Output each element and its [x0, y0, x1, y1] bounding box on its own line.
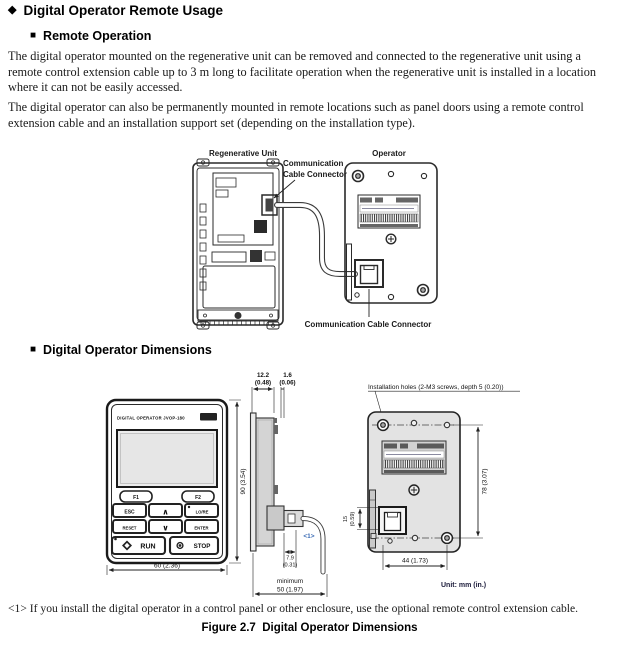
section-dimensions-row	[30, 343, 212, 357]
rear-hole-top-mid	[411, 420, 416, 425]
square-bullet-icon: ■	[30, 344, 37, 355]
enter-key-label: ENTER	[194, 525, 209, 531]
figure-caption: Figure 2.7 Digital Operator Dimensions	[201, 622, 418, 634]
paragraph-1-line: The digital operator mounted on the regenerative unit can be removed and connected to the regenerative unit using a	[8, 49, 581, 63]
paragraph-1-line: remote control extension cable up to 3 m long to facilitate operation when the regenerative unit is installed in a location	[8, 64, 597, 79]
side-depth-dim: 12.2	[256, 372, 270, 379]
up-key-label: ∧	[162, 507, 169, 517]
remote-connection-diagram	[0, 140, 619, 342]
rear-hole-top-right	[444, 422, 449, 427]
side-connector-housing	[267, 506, 284, 530]
side-conn-dim: 7.9	[286, 555, 294, 562]
side-conn-dim-in: (0.31)	[282, 562, 298, 569]
run-led	[114, 538, 117, 541]
operator-label: Operator	[372, 149, 406, 158]
operator-rj45-connector	[355, 260, 383, 287]
communication-cable	[277, 205, 355, 274]
run-key-label: RUN	[140, 543, 156, 551]
rear-rj45-connector	[379, 507, 406, 534]
operator-side-view	[251, 372, 328, 597]
page-title-row	[8, 3, 223, 18]
run-key	[112, 537, 165, 554]
side-min-dim-value: 50 (1.97)	[276, 586, 304, 594]
stop-circle-icon	[176, 542, 183, 549]
diamond-bullet-icon: ◆	[8, 4, 17, 16]
stop-key-label: STOP	[193, 543, 211, 550]
side-panel-dim-in: (0.06)	[279, 379, 296, 387]
rear-conn-dim: 15	[343, 515, 349, 523]
comm-cable-connector-label-top: Communication	[283, 159, 344, 168]
down-key-label: ∨	[162, 523, 169, 533]
page-title: Digital Operator Remote Usage	[23, 3, 224, 18]
rating-label	[358, 195, 420, 228]
unit-label: Unit: mm (in.)	[441, 582, 487, 589]
footnote-ref: <1>	[303, 533, 315, 540]
comm-cable-connector-label-top: Cable Connector	[283, 170, 348, 179]
operator-rear-dimension-view	[343, 384, 520, 589]
operator-header-badge	[200, 413, 217, 421]
section-dimensions-title: Digital Operator Dimensions	[43, 343, 212, 357]
regenerative-unit-label: Regenerative Unit	[208, 149, 278, 158]
footnote: <1> If you install the digital operator in a control panel or other enclosure, use the optional remote control extension cable.	[8, 602, 579, 615]
f2-key-label: F2	[195, 495, 201, 501]
operator-rear-drawing	[345, 163, 437, 303]
paragraph-2	[8, 100, 616, 131]
regenerative-unit-drawing	[193, 159, 283, 329]
front-height-dim: 90 (3.54)	[240, 468, 247, 495]
side-depth-dim-in: (0.48)	[254, 379, 272, 387]
paragraph-1	[8, 49, 616, 96]
rear-conn-dim-in: (0.59)	[350, 511, 356, 527]
paragraph-2-line: extension cable and an installation support set (depending on the installation type).	[8, 115, 416, 130]
paragraph-2-line: The digital operator can also be permanently mounted in remote locations such as panel doors using a remote control	[8, 100, 584, 114]
operator-model-text: DIGITAL OPERATOR JVOP-180	[117, 415, 185, 421]
section-remote-operation-title: Remote Operation	[43, 29, 152, 43]
operator-dimensions-diagram	[0, 368, 619, 602]
side-panel-dim: 1.6	[283, 372, 292, 379]
rear-hole-bottom-mid	[412, 535, 417, 540]
esc-key-label: ESC	[124, 509, 135, 516]
rear-rating-label	[382, 441, 446, 474]
paragraph-1-line: where it can not be easily accessed.	[8, 80, 183, 95]
square-bullet-icon: ■	[30, 30, 37, 41]
lo-re-key-label: LO/RE	[195, 509, 209, 515]
rear-width-dim: 44 (1.73)	[401, 557, 429, 565]
front-width-dim: 60 (2.36)	[153, 562, 181, 570]
installation-holes-label: Installation holes (2-M3 screws, depth 5 (0.20))	[368, 384, 504, 391]
comm-cable-connector-label-bottom: Communication Cable Connector	[304, 320, 432, 329]
section-remote-operation-row	[30, 29, 151, 43]
f1-key-label: F1	[133, 495, 139, 501]
rear-height-dim: 78 (3.07)	[481, 468, 489, 495]
operator-front-view	[107, 400, 247, 575]
side-min-dim-word: minimum	[276, 578, 304, 585]
reset-key-label: RESET	[122, 525, 137, 531]
lo-re-led	[188, 506, 190, 508]
